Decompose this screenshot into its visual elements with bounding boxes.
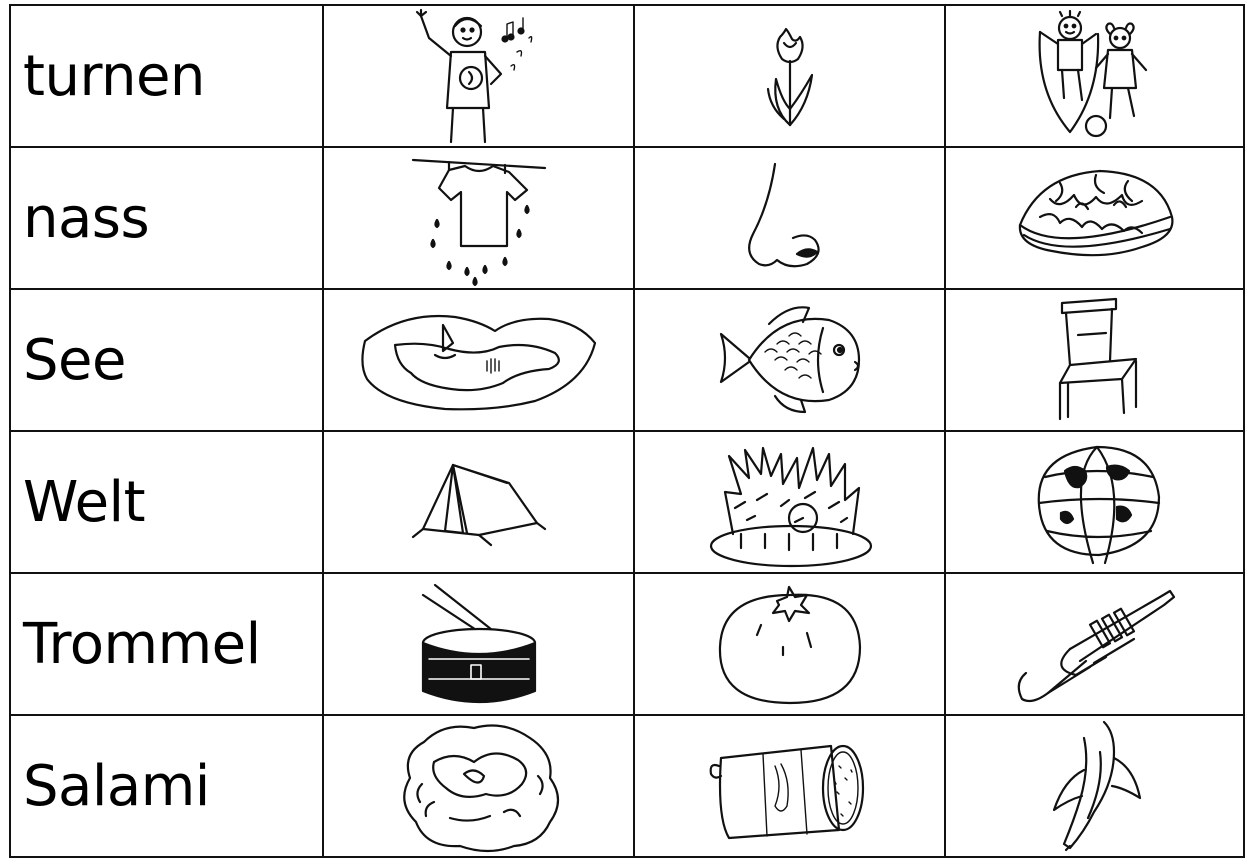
picture-cell: [323, 147, 634, 289]
forest-icon: [705, 434, 875, 570]
salami-icon: [705, 726, 875, 846]
word-cell: Salami: [10, 715, 323, 857]
tent-icon: [409, 457, 549, 547]
tomato-icon: [715, 581, 865, 707]
picture-cell: [945, 5, 1244, 147]
globe-icon: [1025, 437, 1165, 567]
table-row: [10, 147, 1244, 289]
picture-cell: [634, 147, 945, 289]
table-row: [10, 573, 1244, 715]
wet-shirt-on-line-icon: [409, 150, 549, 286]
word-cell: turnen: [10, 5, 323, 147]
chair-icon: [1040, 295, 1150, 425]
picture-cell: [945, 289, 1244, 431]
picture-cell: [634, 289, 945, 431]
picture-cell: [323, 5, 634, 147]
lake-icon: [359, 305, 599, 415]
picture-cell: [323, 573, 634, 715]
table-row: [10, 715, 1244, 857]
picture-cell: [945, 431, 1244, 573]
table-row: [10, 431, 1244, 573]
word-cell: See: [10, 289, 323, 431]
picture-cell: [945, 573, 1244, 715]
picture-cell: [634, 5, 945, 147]
table-row: [10, 5, 1244, 147]
children-playing-icon: [1030, 8, 1160, 144]
picture-cell: [634, 431, 945, 573]
picture-cell: [945, 147, 1244, 289]
drum-icon: [409, 579, 549, 709]
table-row: [10, 289, 1244, 431]
tulip-icon: [740, 21, 840, 131]
trumpet-icon: [1010, 579, 1180, 709]
picture-cell: [323, 715, 634, 857]
picture-cell: [634, 573, 945, 715]
fish-icon: [715, 300, 865, 420]
picture-cell: [634, 715, 945, 857]
nose-icon: [735, 158, 845, 278]
word-cell: Welt: [10, 431, 323, 573]
picture-cell: [945, 715, 1244, 857]
lettuce-icon: [394, 718, 564, 854]
word-picture-table: [9, 4, 1245, 858]
singing-child-icon: [399, 8, 559, 144]
word-cell: Trommel: [10, 573, 323, 715]
banana-icon: [1040, 718, 1150, 854]
word-cell: nass: [10, 147, 323, 289]
picture-cell: [323, 289, 634, 431]
picture-cell: [323, 431, 634, 573]
walnut-icon: [1010, 163, 1180, 273]
